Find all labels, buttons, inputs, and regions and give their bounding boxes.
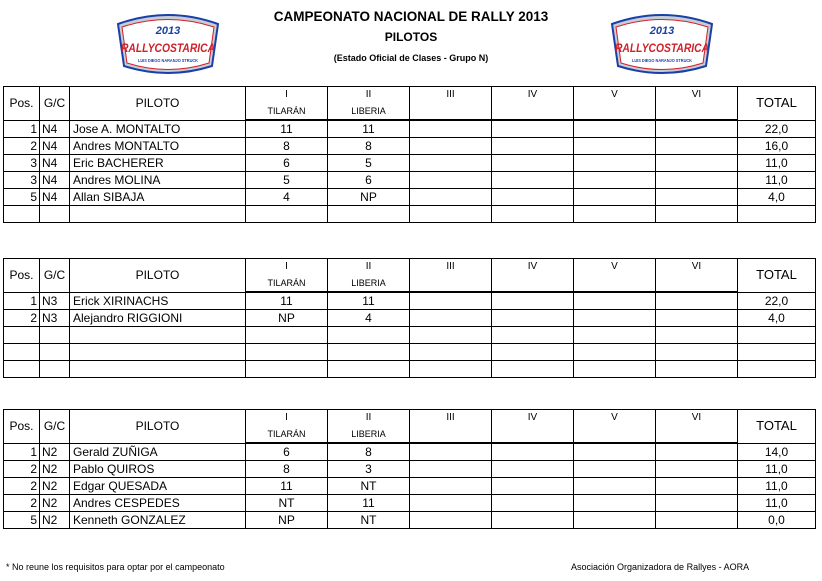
row-round-score [656, 189, 738, 206]
row-round-score [410, 361, 492, 378]
row-total: 0,0 [738, 512, 816, 529]
row-class [40, 361, 70, 378]
header-round: II [328, 87, 410, 104]
header-event: LIBERIA [328, 275, 410, 292]
row-round-score [492, 327, 574, 344]
row-total: 11,0 [738, 172, 816, 189]
row-total [738, 344, 816, 361]
row-round-score [328, 206, 410, 223]
row-round-score [574, 172, 656, 189]
row-class [40, 206, 70, 223]
row-round-score [410, 478, 492, 495]
row-round-score [410, 189, 492, 206]
row-round-score [328, 361, 410, 378]
header-round: III [410, 410, 492, 427]
row-round-score: 11 [246, 478, 328, 495]
row-class: N4 [40, 155, 70, 172]
row-total: 11,0 [738, 155, 816, 172]
row-round-score: 11 [328, 495, 410, 512]
header-event [492, 275, 574, 292]
row-pos [4, 344, 40, 361]
standings-table [3, 258, 816, 378]
rally-logo-left [112, 10, 224, 76]
logo-year: 2013 [649, 25, 675, 37]
logo-year: 2013 [155, 25, 181, 37]
page-note: (Estado Oficial de Clases - Grupo N) [333, 53, 489, 63]
row-round-score [656, 310, 738, 327]
row-pos: 1 [4, 120, 40, 138]
row-round-score [492, 310, 574, 327]
row-round-score [656, 344, 738, 361]
row-total: 4,0 [738, 310, 816, 327]
row-driver-name: Alejandro RIGGIONI [70, 310, 246, 327]
table-row [4, 512, 816, 529]
row-total: 22,0 [738, 292, 816, 310]
row-round-score [410, 327, 492, 344]
row-round-score [492, 478, 574, 495]
row-round-score [574, 155, 656, 172]
row-driver-name: Jose A. MONTALTO [70, 120, 246, 138]
header-round: IV [492, 259, 574, 276]
row-round-score [492, 361, 574, 378]
row-round-score: 4 [246, 189, 328, 206]
row-round-score: 6 [246, 443, 328, 461]
row-round-score [574, 206, 656, 223]
row-driver-name: Andres MOLINA [70, 172, 246, 189]
row-round-score [656, 155, 738, 172]
row-class [40, 327, 70, 344]
row-round-score [492, 495, 574, 512]
logo-name: RALLYCOSTARICA [121, 41, 215, 55]
header-round: VI [656, 410, 738, 427]
row-driver-name: Eric BACHERER [70, 155, 246, 172]
header-round: IV [492, 87, 574, 104]
row-pos: 3 [4, 155, 40, 172]
row-driver-name [70, 361, 246, 378]
logo-name: RALLYCOSTARICA [615, 41, 709, 55]
header-event: TILARÁN [246, 275, 328, 292]
row-round-score [656, 361, 738, 378]
row-round-score [574, 478, 656, 495]
row-round-score [410, 120, 492, 138]
row-round-score [492, 138, 574, 155]
page-title: CAMPEONATO NACIONAL DE RALLY 2013 [273, 9, 549, 24]
row-pos: 2 [4, 138, 40, 155]
row-round-score [492, 443, 574, 461]
header-pos: Pos. [4, 87, 40, 121]
row-pos: 2 [4, 310, 40, 327]
row-round-score: 6 [328, 172, 410, 189]
row-driver-name: Kenneth GONZALEZ [70, 512, 246, 529]
row-round-score [328, 344, 410, 361]
table-row [4, 461, 816, 478]
header-round: I [246, 87, 328, 104]
row-pos [4, 206, 40, 223]
row-round-score [492, 206, 574, 223]
header-round: III [410, 87, 492, 104]
row-class: N2 [40, 478, 70, 495]
header-event [410, 275, 492, 292]
table-row [4, 120, 816, 138]
row-round-score: 8 [328, 138, 410, 155]
row-round-score [328, 327, 410, 344]
row-pos: 2 [4, 478, 40, 495]
row-round-score [574, 310, 656, 327]
table-row [4, 292, 816, 310]
row-round-score [246, 327, 328, 344]
row-round-score [574, 361, 656, 378]
row-round-score [574, 461, 656, 478]
header-event [656, 275, 738, 292]
row-driver-name: Allan SIBAJA [70, 189, 246, 206]
header-round: III [410, 259, 492, 276]
row-total: 11,0 [738, 478, 816, 495]
row-class: N3 [40, 310, 70, 327]
standings-table [3, 86, 816, 223]
organization-credit: Asociación Organizadora de Rallyes - AORA [571, 562, 750, 572]
table-row [4, 344, 816, 361]
row-round-score [410, 310, 492, 327]
table-row [4, 327, 816, 344]
header-event [492, 103, 574, 120]
row-round-score [574, 327, 656, 344]
row-round-score [656, 138, 738, 155]
row-class: N4 [40, 172, 70, 189]
row-class: N2 [40, 461, 70, 478]
row-round-score [656, 443, 738, 461]
row-round-score [246, 344, 328, 361]
row-class: N4 [40, 120, 70, 138]
header-round: IV [492, 410, 574, 427]
row-round-score [574, 512, 656, 529]
header-gc: G/C [40, 87, 70, 121]
row-round-score [410, 443, 492, 461]
row-round-score: 5 [328, 155, 410, 172]
row-round-score [246, 206, 328, 223]
row-class: N2 [40, 443, 70, 461]
row-pos: 1 [4, 443, 40, 461]
header-total: TOTAL [738, 87, 816, 121]
row-round-score [656, 292, 738, 310]
row-driver-name: Edgar QUESADA [70, 478, 246, 495]
row-round-score: 8 [246, 138, 328, 155]
row-round-score: 11 [328, 292, 410, 310]
row-pos: 2 [4, 461, 40, 478]
row-total: 14,0 [738, 443, 816, 461]
row-round-score [246, 361, 328, 378]
row-pos [4, 327, 40, 344]
header-round: VI [656, 87, 738, 104]
header-gc: G/C [40, 410, 70, 444]
row-round-score [410, 344, 492, 361]
rally-logo-right [606, 10, 718, 76]
header-round: I [246, 259, 328, 276]
row-round-score [492, 292, 574, 310]
row-pos [4, 361, 40, 378]
row-round-score [656, 120, 738, 138]
row-total [738, 361, 816, 378]
row-driver-name: Andres CESPEDES [70, 495, 246, 512]
footnote: * No reune los requisitos para optar por el campeonato [6, 562, 225, 572]
row-pos: 1 [4, 292, 40, 310]
header-event [410, 426, 492, 443]
row-round-score [492, 512, 574, 529]
table-row [4, 189, 816, 206]
header-event [574, 426, 656, 443]
row-round-score [574, 495, 656, 512]
row-class: N3 [40, 292, 70, 310]
row-round-score [656, 327, 738, 344]
row-round-score: 3 [328, 461, 410, 478]
table-row [4, 310, 816, 327]
row-total: 4,0 [738, 189, 816, 206]
header-round: V [574, 410, 656, 427]
standings-table [3, 409, 816, 529]
header-event: LIBERIA [328, 426, 410, 443]
row-round-score: 8 [246, 461, 328, 478]
row-pos: 5 [4, 512, 40, 529]
row-total: 22,0 [738, 120, 816, 138]
table-row [4, 206, 816, 223]
header-round: II [328, 410, 410, 427]
row-round-score [574, 344, 656, 361]
row-pos: 2 [4, 495, 40, 512]
row-driver-name: Pablo QUIROS [70, 461, 246, 478]
row-class [40, 344, 70, 361]
row-pos: 5 [4, 189, 40, 206]
row-round-score [656, 461, 738, 478]
row-round-score: 11 [246, 120, 328, 138]
header-round: V [574, 87, 656, 104]
header-pos: Pos. [4, 259, 40, 293]
row-round-score: 4 [328, 310, 410, 327]
table-row [4, 155, 816, 172]
row-driver-name: Erick XIRINACHS [70, 292, 246, 310]
row-round-score [492, 461, 574, 478]
row-round-score: NT [246, 495, 328, 512]
row-total: 16,0 [738, 138, 816, 155]
row-round-score: NT [328, 478, 410, 495]
table-row [4, 443, 816, 461]
row-total [738, 327, 816, 344]
row-round-score [574, 120, 656, 138]
row-round-score: NP [328, 189, 410, 206]
header-round: I [246, 410, 328, 427]
header-event [656, 103, 738, 120]
row-round-score [656, 206, 738, 223]
row-round-score [410, 292, 492, 310]
header-event [656, 426, 738, 443]
page-subtitle: PILOTOS [384, 30, 438, 44]
row-round-score [574, 292, 656, 310]
row-round-score: NT [328, 512, 410, 529]
row-driver-name: Gerald ZUÑIGA [70, 443, 246, 461]
row-round-score [656, 172, 738, 189]
row-total: 11,0 [738, 461, 816, 478]
header-total: TOTAL [738, 259, 816, 293]
row-round-score [492, 172, 574, 189]
header-event: TILARÁN [246, 426, 328, 443]
row-class: N4 [40, 138, 70, 155]
row-round-score: 8 [328, 443, 410, 461]
header-event [574, 275, 656, 292]
row-round-score [492, 344, 574, 361]
header-total: TOTAL [738, 410, 816, 444]
row-round-score: NP [246, 512, 328, 529]
table-row [4, 361, 816, 378]
header-piloto: PILOTO [70, 259, 246, 293]
row-round-score [656, 478, 738, 495]
row-round-score: 11 [328, 120, 410, 138]
row-round-score [410, 138, 492, 155]
row-round-score [492, 189, 574, 206]
row-round-score [410, 461, 492, 478]
row-driver-name: Andres MONTALTO [70, 138, 246, 155]
row-round-score [574, 138, 656, 155]
row-round-score [410, 495, 492, 512]
row-round-score: NP [246, 310, 328, 327]
table-row [4, 172, 816, 189]
row-round-score: 5 [246, 172, 328, 189]
header-event [492, 426, 574, 443]
header-round: VI [656, 259, 738, 276]
row-round-score [410, 206, 492, 223]
row-round-score [492, 120, 574, 138]
row-round-score [492, 155, 574, 172]
row-round-score [410, 155, 492, 172]
table-row [4, 478, 816, 495]
row-round-score [410, 512, 492, 529]
header-round: II [328, 259, 410, 276]
row-driver-name [70, 327, 246, 344]
row-round-score [410, 172, 492, 189]
row-round-score: 11 [246, 292, 328, 310]
logo-tagline: LUIS DIEGO NARANJO STRUCK [138, 58, 199, 63]
row-total: 11,0 [738, 495, 816, 512]
row-total [738, 206, 816, 223]
row-class: N4 [40, 189, 70, 206]
row-class: N2 [40, 512, 70, 529]
header-round: V [574, 259, 656, 276]
row-round-score [656, 495, 738, 512]
row-driver-name [70, 344, 246, 361]
header-gc: G/C [40, 259, 70, 293]
row-pos: 3 [4, 172, 40, 189]
table-row [4, 138, 816, 155]
row-round-score [574, 443, 656, 461]
row-round-score: 6 [246, 155, 328, 172]
row-round-score [656, 512, 738, 529]
row-driver-name [70, 206, 246, 223]
header-event: LIBERIA [328, 103, 410, 120]
logo-tagline: LUIS DIEGO NARANJO STRUCK [632, 58, 693, 63]
row-round-score [574, 189, 656, 206]
table-row [4, 495, 816, 512]
header-event [410, 103, 492, 120]
header-event [574, 103, 656, 120]
row-class: N2 [40, 495, 70, 512]
header-pos: Pos. [4, 410, 40, 444]
header-piloto: PILOTO [70, 410, 246, 444]
header-piloto: PILOTO [70, 87, 246, 121]
header-event: TILARÁN [246, 103, 328, 120]
